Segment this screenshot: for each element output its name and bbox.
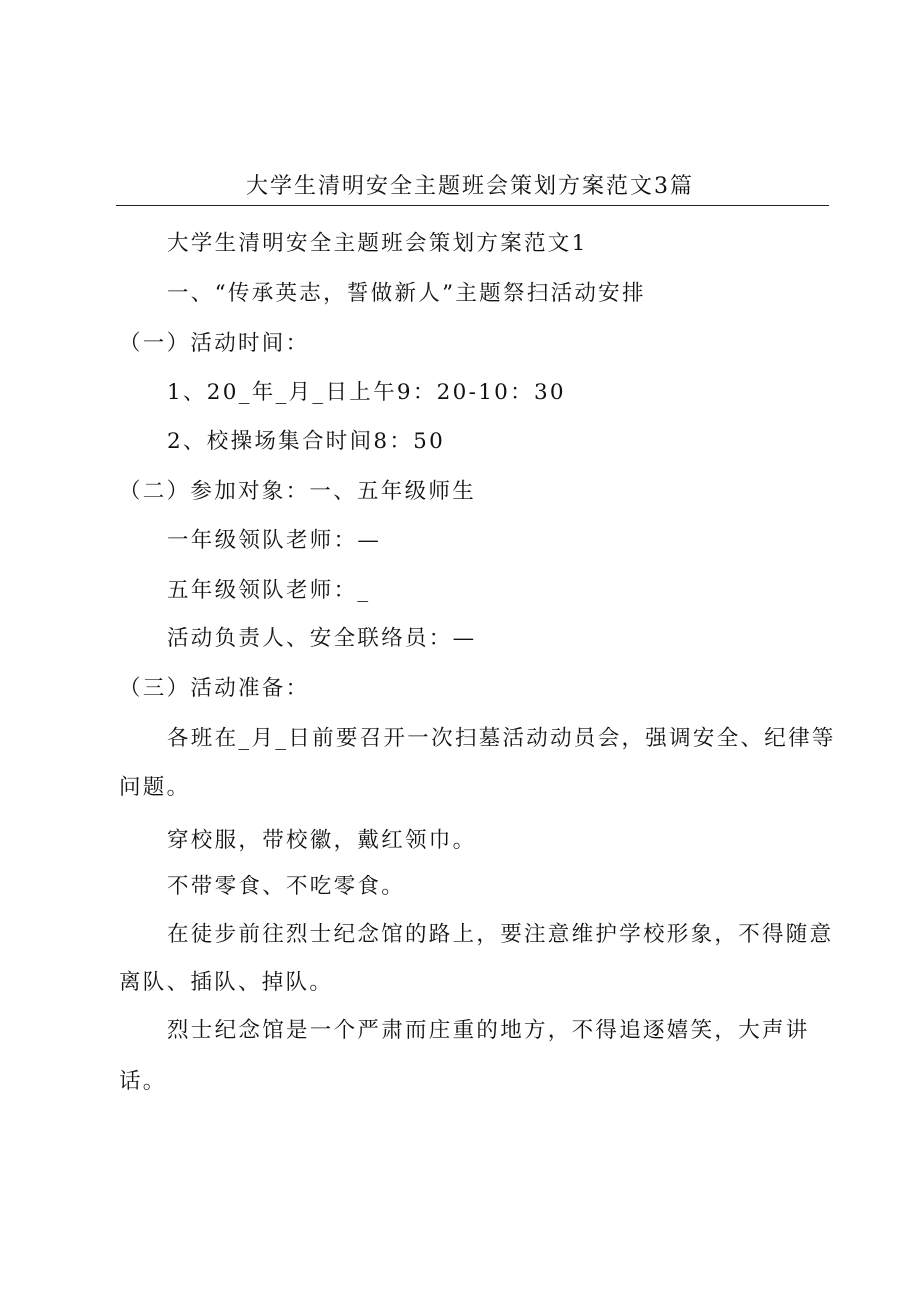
subsection-heading: （二）参加对象：一、五年级师生: [119, 479, 477, 504]
paragraph: 一年级领队老师：—: [167, 528, 382, 553]
paragraph: 在徒步前往烈士纪念馆的路上，要注意维护学校形象，不得随意: [167, 922, 834, 947]
document-title: 大学生清明安全主题班会策划方案范文3篇: [246, 174, 694, 199]
paragraph-continuation: 离队、插队、掉队。: [119, 970, 334, 995]
paragraph: 2、校操场集合时间8：50: [167, 429, 446, 454]
paragraph: 烈士纪念馆是一个严肃而庄重的地方，不得追逐嬉笑，大声讲: [167, 1018, 810, 1043]
paragraph: 活动负责人、安全联络员：—: [167, 626, 477, 651]
paragraph-continuation: 问题。: [119, 775, 191, 800]
paragraph: 穿校服，带校徽，戴红领巾。: [167, 828, 477, 853]
paragraph: 五年级领队老师：_: [167, 578, 371, 603]
title-underline: [116, 205, 829, 206]
activity-heading: 一、“传承英志，誓做新人”主题祭扫活动安排: [167, 281, 646, 306]
subsection-heading: （三）活动准备：: [119, 676, 310, 701]
paragraph: 1、20_年_月_日上午9：20-10：30: [167, 380, 566, 405]
section-heading: 大学生清明安全主题班会策划方案范文1: [167, 231, 588, 256]
subsection-heading: （一）活动时间：: [119, 331, 310, 356]
paragraph-continuation: 话。: [119, 1069, 167, 1094]
paragraph: 不带零食、不吃零食。: [167, 874, 406, 899]
paragraph: 各班在_月_日前要召开一次扫墓活动动员会，强调安全、纪律等: [167, 726, 836, 751]
